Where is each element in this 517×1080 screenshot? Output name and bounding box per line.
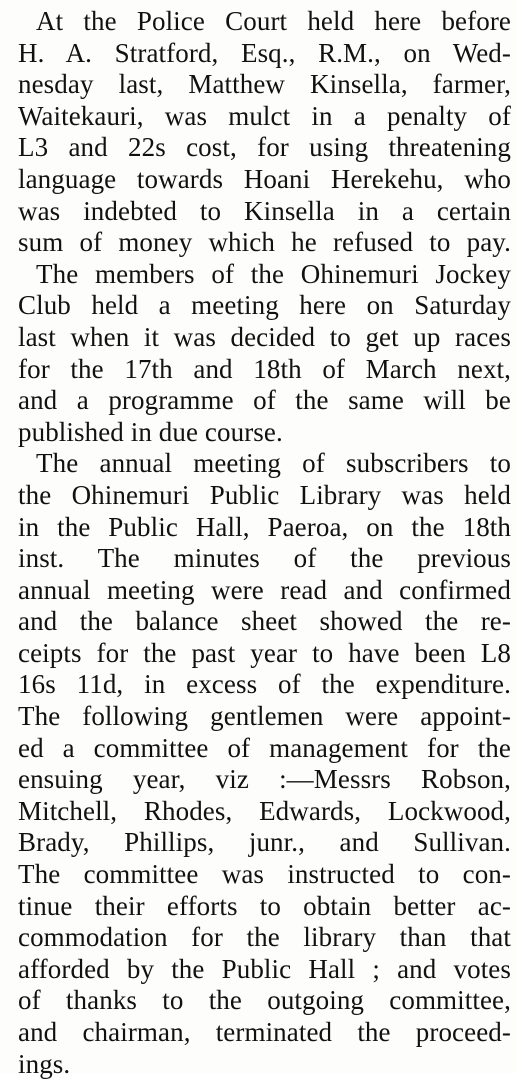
- text-line: inst. The minutes of the previous: [18, 543, 511, 574]
- text-line: Club held a meeting here on Saturday: [18, 290, 511, 321]
- text-line: last when it was decided to get up races: [18, 321, 511, 352]
- text-line: was indebted to Kinsella in a certain: [18, 195, 511, 226]
- text-line: sum of money which he refused to pay.: [18, 227, 511, 258]
- text-line: H. A. Stratford, Esq., R.M., on Wed-: [18, 37, 511, 68]
- text-line: published in due course.: [18, 416, 283, 447]
- text-line: L3 and 22s cost, for using threatening: [18, 132, 511, 163]
- text-line: and chairman, terminated the proceed-: [18, 1017, 511, 1047]
- text-line: for the 17th and 18th of March next,: [18, 353, 511, 384]
- text-line: The committee was instructed to con-: [18, 859, 511, 890]
- text-line: The members of the Ohinemuri Jockey: [36, 258, 511, 289]
- paragraph-public-library: [18, 448, 511, 1080]
- text-line: nesday last, Matthew Kinsella, farmer,: [18, 69, 511, 100]
- text-line: At the Police Court held here before: [36, 6, 511, 36]
- paragraph-police-court: [18, 6, 511, 259]
- text-line: ed a committee of management for the: [18, 732, 511, 763]
- text-line: afforded by the Public Hall ; and votes: [18, 953, 511, 984]
- text-line: Waitekauri, was mulct in a penalty of: [18, 100, 511, 131]
- text-line: Brady, Phillips, junr., and Sullivan.: [18, 827, 511, 858]
- text-line: annual meeting were read and confirmed: [18, 574, 511, 605]
- text-line: The following gentlemen were appoint-: [18, 701, 511, 732]
- paragraph-jockey-club: [18, 259, 511, 449]
- text-line: ings.: [18, 1048, 71, 1079]
- text-line: of thanks to the outgoing committee,: [18, 985, 511, 1016]
- text-line: commodation for the library than that: [18, 922, 511, 953]
- text-line: and the balance sheet showed the re-: [18, 606, 511, 637]
- text-line: the Ohinemuri Public Library was held: [18, 479, 511, 510]
- text-line: language towards Hoani Herekehu, who: [18, 163, 511, 194]
- text-line: and a programme of the same will be: [18, 385, 511, 416]
- text-line: The annual meeting of subscribers to: [36, 448, 511, 479]
- text-line: ceipts for the past year to have been L8: [18, 637, 511, 668]
- text-line: 16s 11d, in excess of the expenditure.: [18, 669, 511, 700]
- text-line: tinue their efforts to obtain better ac-: [18, 890, 511, 921]
- text-line: Mitchell, Rhodes, Edwards, Lockwood,: [18, 795, 511, 826]
- text-line: ensuing year, viz :—Messrs Robson,: [18, 764, 511, 795]
- text-line: in the Public Hall, Paeroa, on the 18th: [18, 511, 511, 542]
